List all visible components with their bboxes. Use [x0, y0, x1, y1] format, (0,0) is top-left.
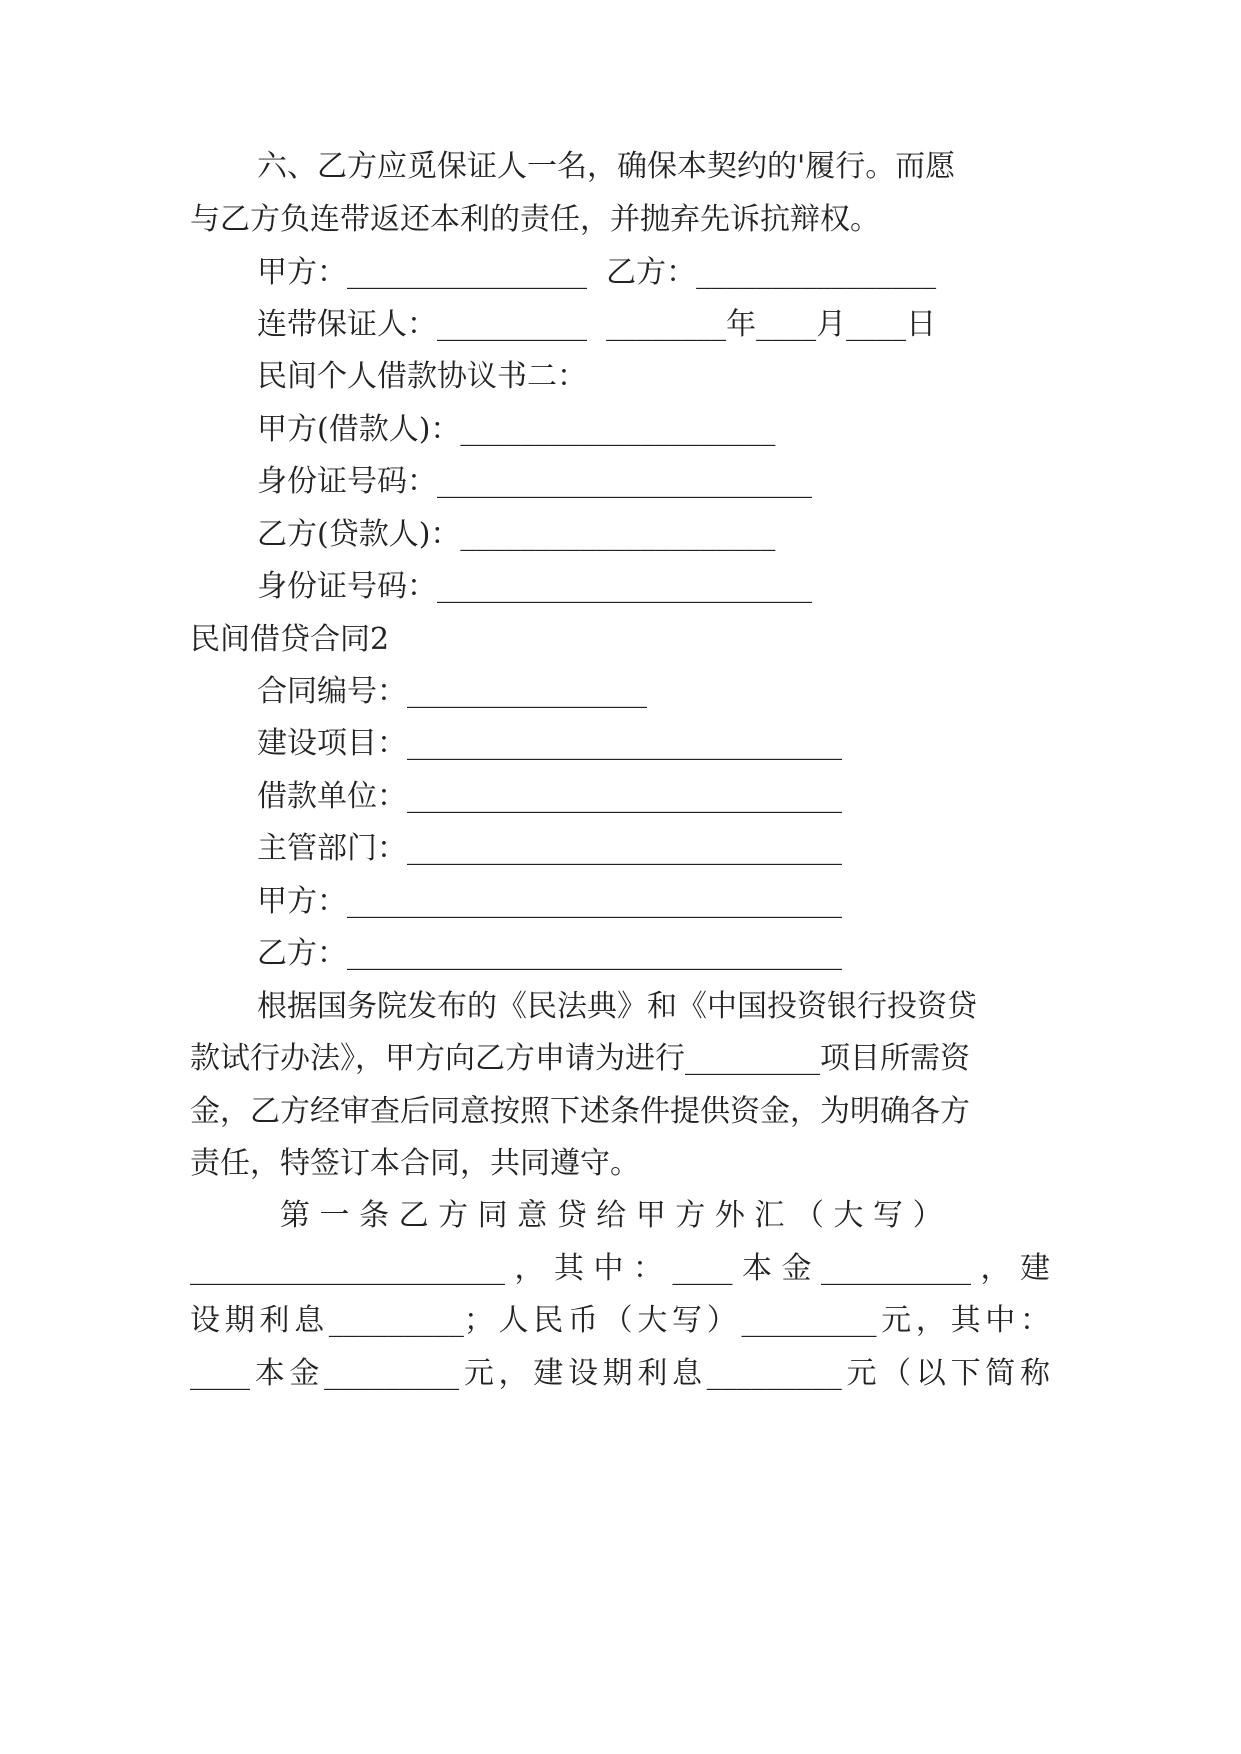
article-one-line-1: _____________________，其中：____本金__________，建	[190, 1251, 1050, 1286]
article-one-heading: 第 一 条 乙 方 同 意 贷 给 甲 方 外 汇 （ 大 写 ）	[280, 1198, 943, 1233]
field-lender-id: 身份证号码：_________________________	[257, 569, 812, 604]
field-lender: 乙方(贷款人)：_____________________	[257, 517, 776, 552]
field-party-a: 甲方：_________________________________	[257, 884, 842, 919]
section-title-agreement-two: 民间个人借款协议书二：	[257, 359, 587, 394]
field-borrower: 甲方(借款人)：_____________________	[257, 412, 776, 447]
field-construction-project: 建设项目：_____________________________	[257, 726, 842, 761]
text-line-guarantor-clause: 六、乙方应觅保证人一名，确保本契约的'履行。而愿	[257, 149, 956, 184]
paragraph-preamble-4: 责任，特签订本合同，共同遵守。	[190, 1146, 640, 1181]
field-contract-number: 合同编号：________________	[257, 674, 647, 709]
paragraph-preamble-2: 款试行办法》，甲方向乙方申请为进行_________项目所需资	[190, 1041, 970, 1076]
article-one-line-2: 设期利息_________；人民币（大写）_________元，其中：	[190, 1303, 1050, 1338]
article-one-line-3: ____本金_________元，建设期利息_________元（以下简称	[190, 1356, 1050, 1391]
signature-guarantor-date: 连带保证人：__________ ________年____月____日	[257, 307, 937, 342]
field-party-b: 乙方：_________________________________	[257, 936, 842, 971]
paragraph-preamble-3: 金，乙方经审查后同意按照下述条件提供资金，为明确各方	[190, 1094, 970, 1129]
paragraph-preamble-1: 根据国务院发布的《民法典》和《中国投资银行投资贷	[257, 989, 977, 1024]
signature-party-a-b: 甲方：________________ 乙方：________________	[257, 255, 937, 290]
text-line-guarantor-clause-cont: 与乙方负连带返还本利的责任，并抛弃先诉抗辩权。	[190, 202, 880, 237]
field-borrower-id: 身份证号码：_________________________	[257, 464, 812, 499]
field-competent-department: 主管部门：_____________________________	[257, 831, 842, 866]
section-title-contract-2: 民间借贷合同2	[190, 622, 390, 657]
field-borrowing-unit: 借款单位：_____________________________	[257, 779, 842, 814]
